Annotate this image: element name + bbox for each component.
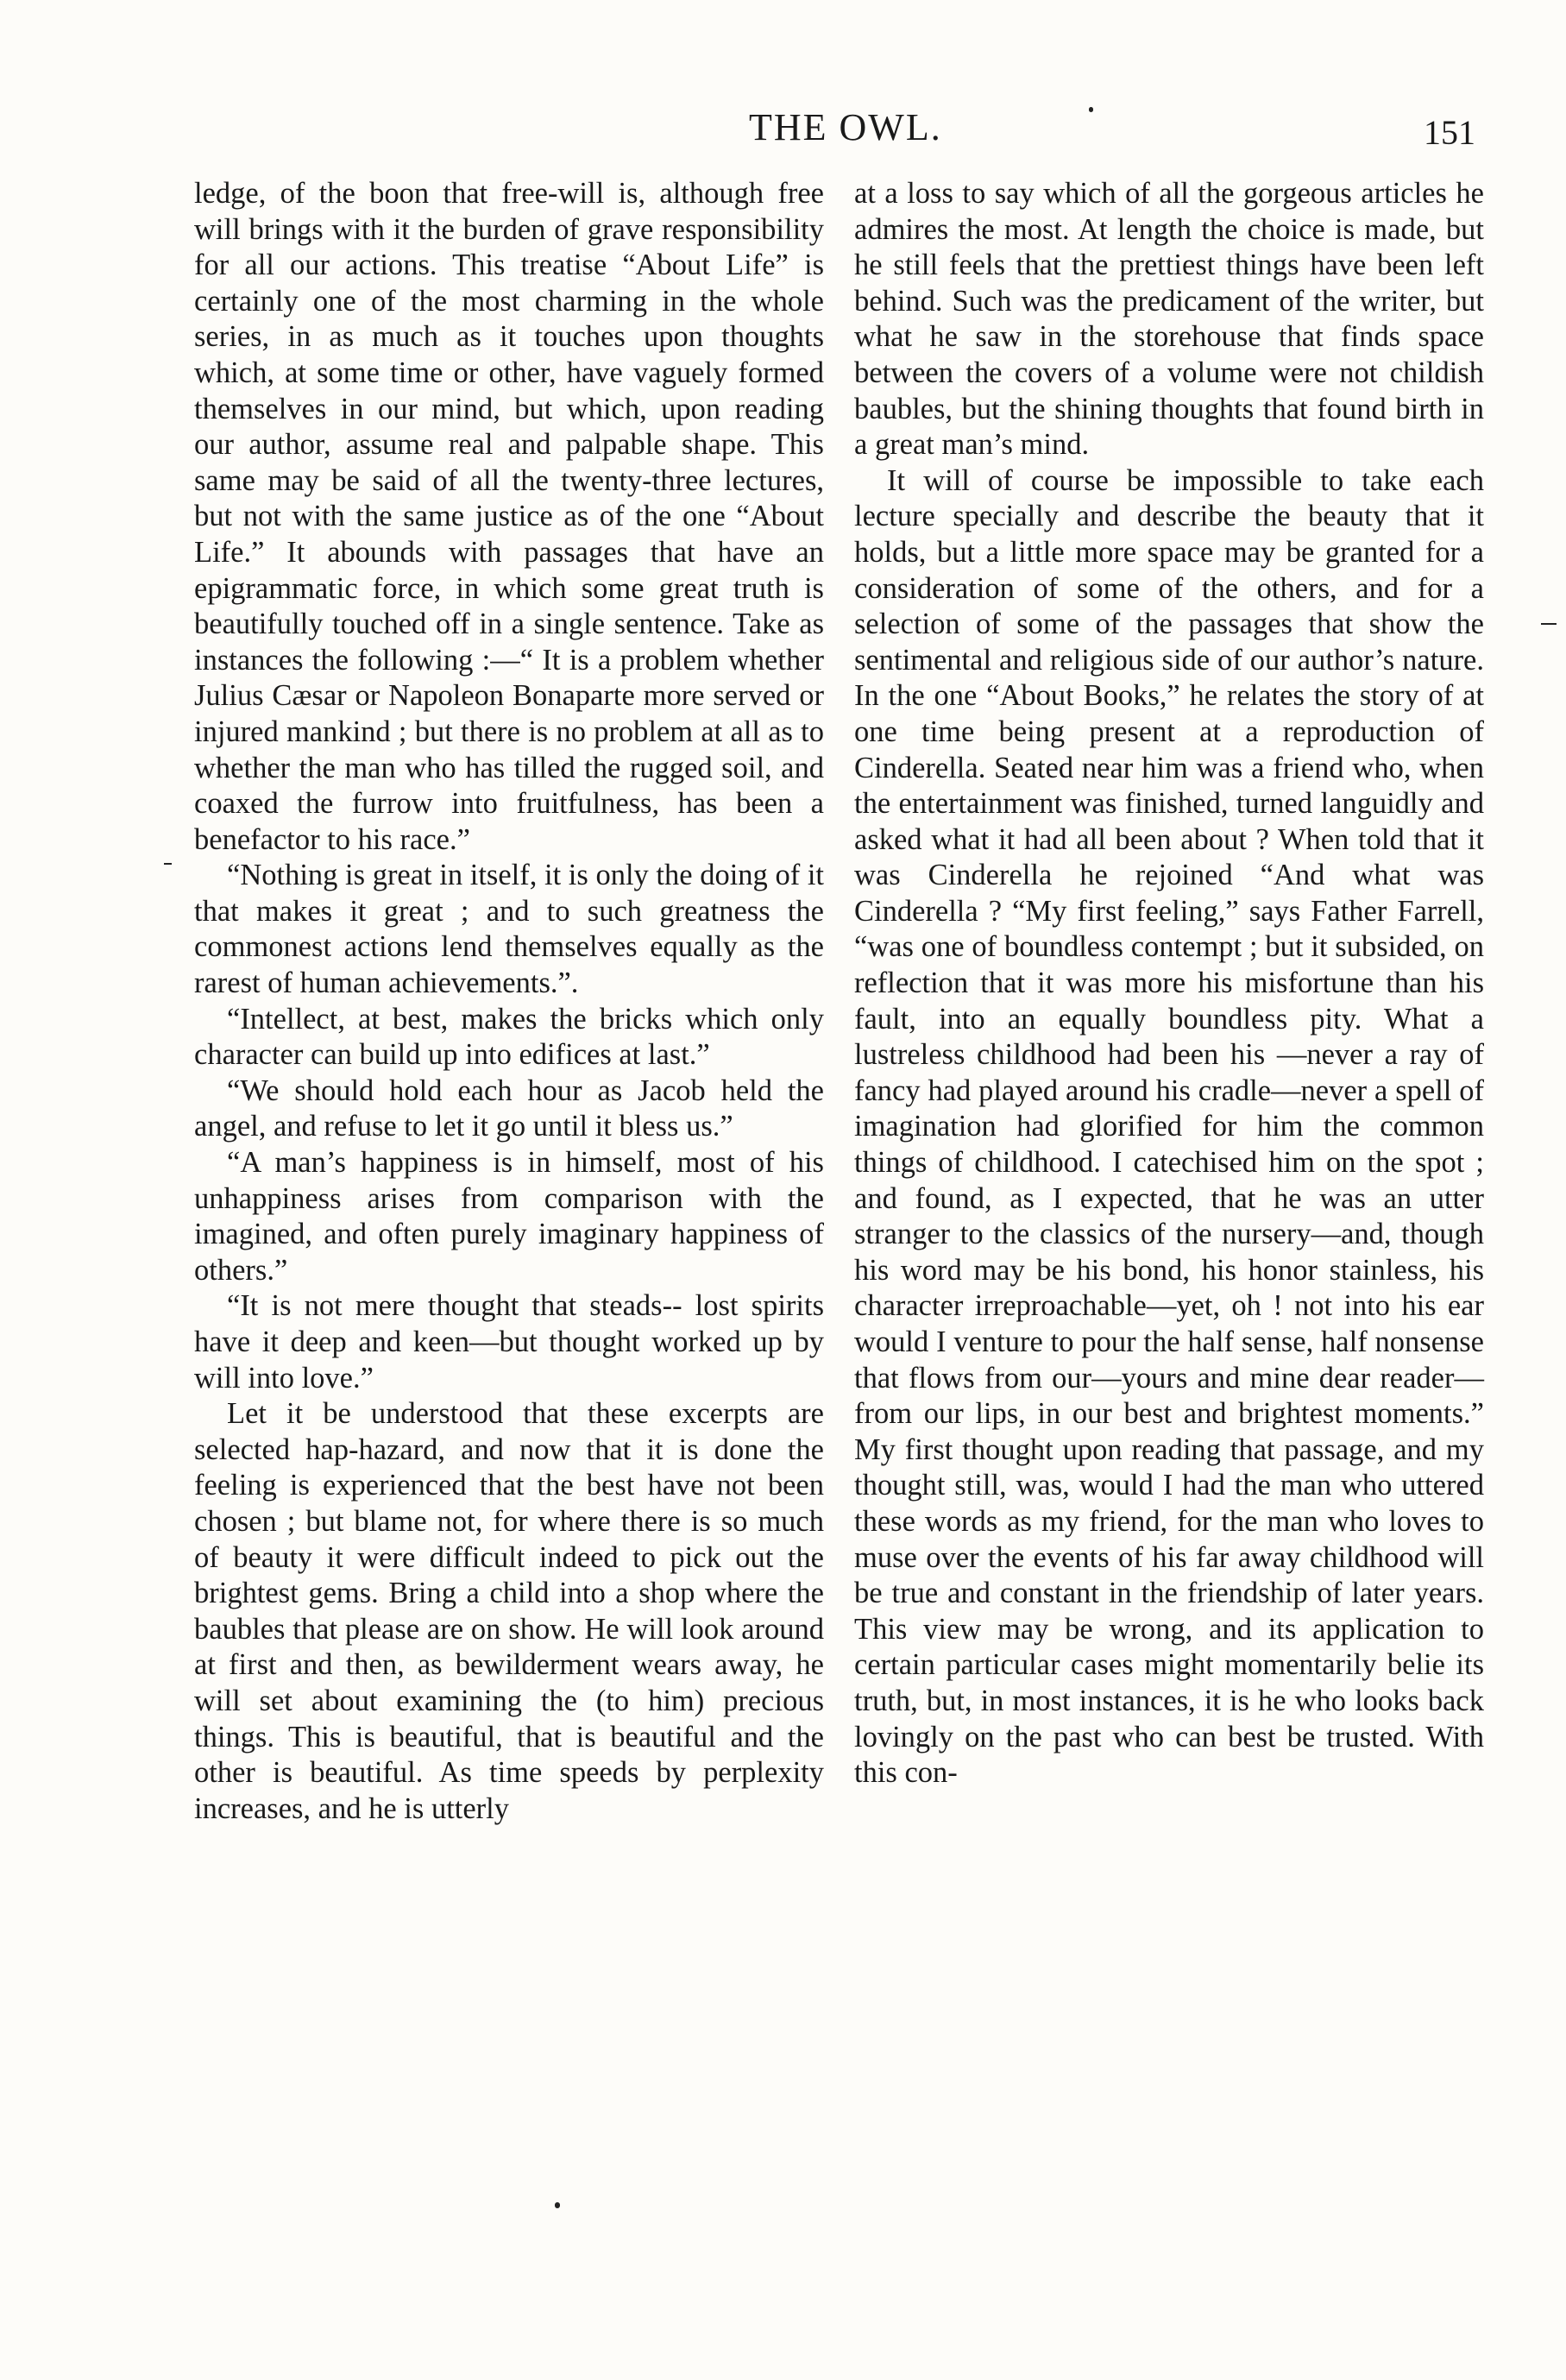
paragraph: “It is not mere thought that steads-- lost spirits have it deep and keen—but thought worked up by will into love.” [194,1289,824,1395]
paragraph: It will of course be impossible to take each lecture specially and describe the beauty that it holds, but a little more space may be granted for a consideration of some of the others, and for a selection of some of the passages that show the sentimental and religious side of our author’s nature. In the one “About Books,” he relates the story of at one time being present at a reproduction of Cinderella. Seated near him was a friend who, when the entertainment was finished, turned languidly and asked what it had all been about ? When told that it was Cinderella he rejoined “And what was Cinderella ? “My first feeling,” says Father Farrell, “was one of boundless contempt ; but it subsided, on reflection that it was more his misfortune than his fault, into an equally boundless pity. What a lustreless childhood had been his —never a ray of fancy had played around his cradle—never a spell of imagination had glorified for him the common things of childhood. I catechised him on the spot ; and found, as I expected, that he was an utter stranger to the classics of the nursery—and, though his word may be his bond, his honor stainless, his character irreproachable—yet, oh ! not into his ear would I venture to pour the half sense, half nonsense that flows from our—yours and mine dear reader—from our lips, in our best and brightest moments.” My first thought upon reading that passage, and my thought still, was, would I had the man who uttered these words as my friend, for the man who loves to muse over the events of his far away childhood will be true and constant in the friendship of later years. This view may be wrong, and its application to certain particular cases might momentarily belie its truth, but, in most instances, it is he who looks back lovingly on the past who can best be trusted. With this con- [854,463,1484,1790]
right-column [854,176,1484,1791]
left-column [194,176,824,1827]
journal-title: THE OWL. [749,106,942,148]
paragraph: ledge, of the boon that free-will is, although free will brings with it the burden of grave responsibility for all our actions. This treatise “About Life” is certainly one of the most charming in the whole series, in as much as it touches upon thoughts which, at some time or other, have vaguely formed themselves in our mind, but which, upon reading our author, assume real and palpable shape. This same may be said of all the twenty-three lectures, but not with the same justice as of the one “About Life.” It abounds with passages that have an epigrammatic force, in which some great truth is beautifully touched off in a single sentence. Take as instances the following :—“ It is a problem whether Julius Cæsar or Napoleon Bonaparte more served or injured mankind ; but there is no problem at all as to whether the man who has tilled the rugged soil, and coaxed the furrow into fruitfulness, has been a benefactor to his race.” [194,177,824,856]
paragraph: “Intellect, at best, makes the bricks which only character can build up into edifices at last.” [194,1002,824,1072]
scan-speck [555,2202,560,2208]
scan-speck [164,863,172,865]
paragraph: “A man’s happiness is in himself, most of his unhappiness arises from comparison with the imagined, and often purely imaginary happiness of others.” [194,1146,824,1287]
page-number: 151 [1424,113,1475,152]
scan-speck [1089,107,1093,112]
paragraph: Let it be understood that these excerpts are selected hap-hazard, and now that it is done the feeling is experienced that the best have not been chosen ; but blame not, for where there is so much of beauty it were difficult indeed to pick out the brightest gems. Bring a child into a shop where the baubles that please are on show. He will look around at first and then, as bewilderment wears away, he will set about examining the (to him) precious things. This is beautiful, that is beautiful and the other is beautiful. As time speeds by perplexity increases, and he is utterly [194,1397,824,1825]
paragraph: “We should hold each hour as Jacob held the angel, and refuse to let it go until it bless us.” [194,1074,824,1143]
paragraph: at a loss to say which of all the gorgeous articles he admires the most. At length the choice is made, but he still feels that the prettiest things have been left behind. Such was the predicament of the writer, but what he saw in the storehouse that finds space between the covers of a volume were not childish baubles, but the shining thoughts that found birth in a great man’s mind. [854,177,1484,462]
running-head [0,102,1566,154]
scan-speck [1541,623,1557,625]
paragraph: “Nothing is great in itself, it is only the doing of it that makes it great ; and to such greatness the commonest actions lend themselves equally as the rarest of human achievements.”. [194,859,824,1000]
